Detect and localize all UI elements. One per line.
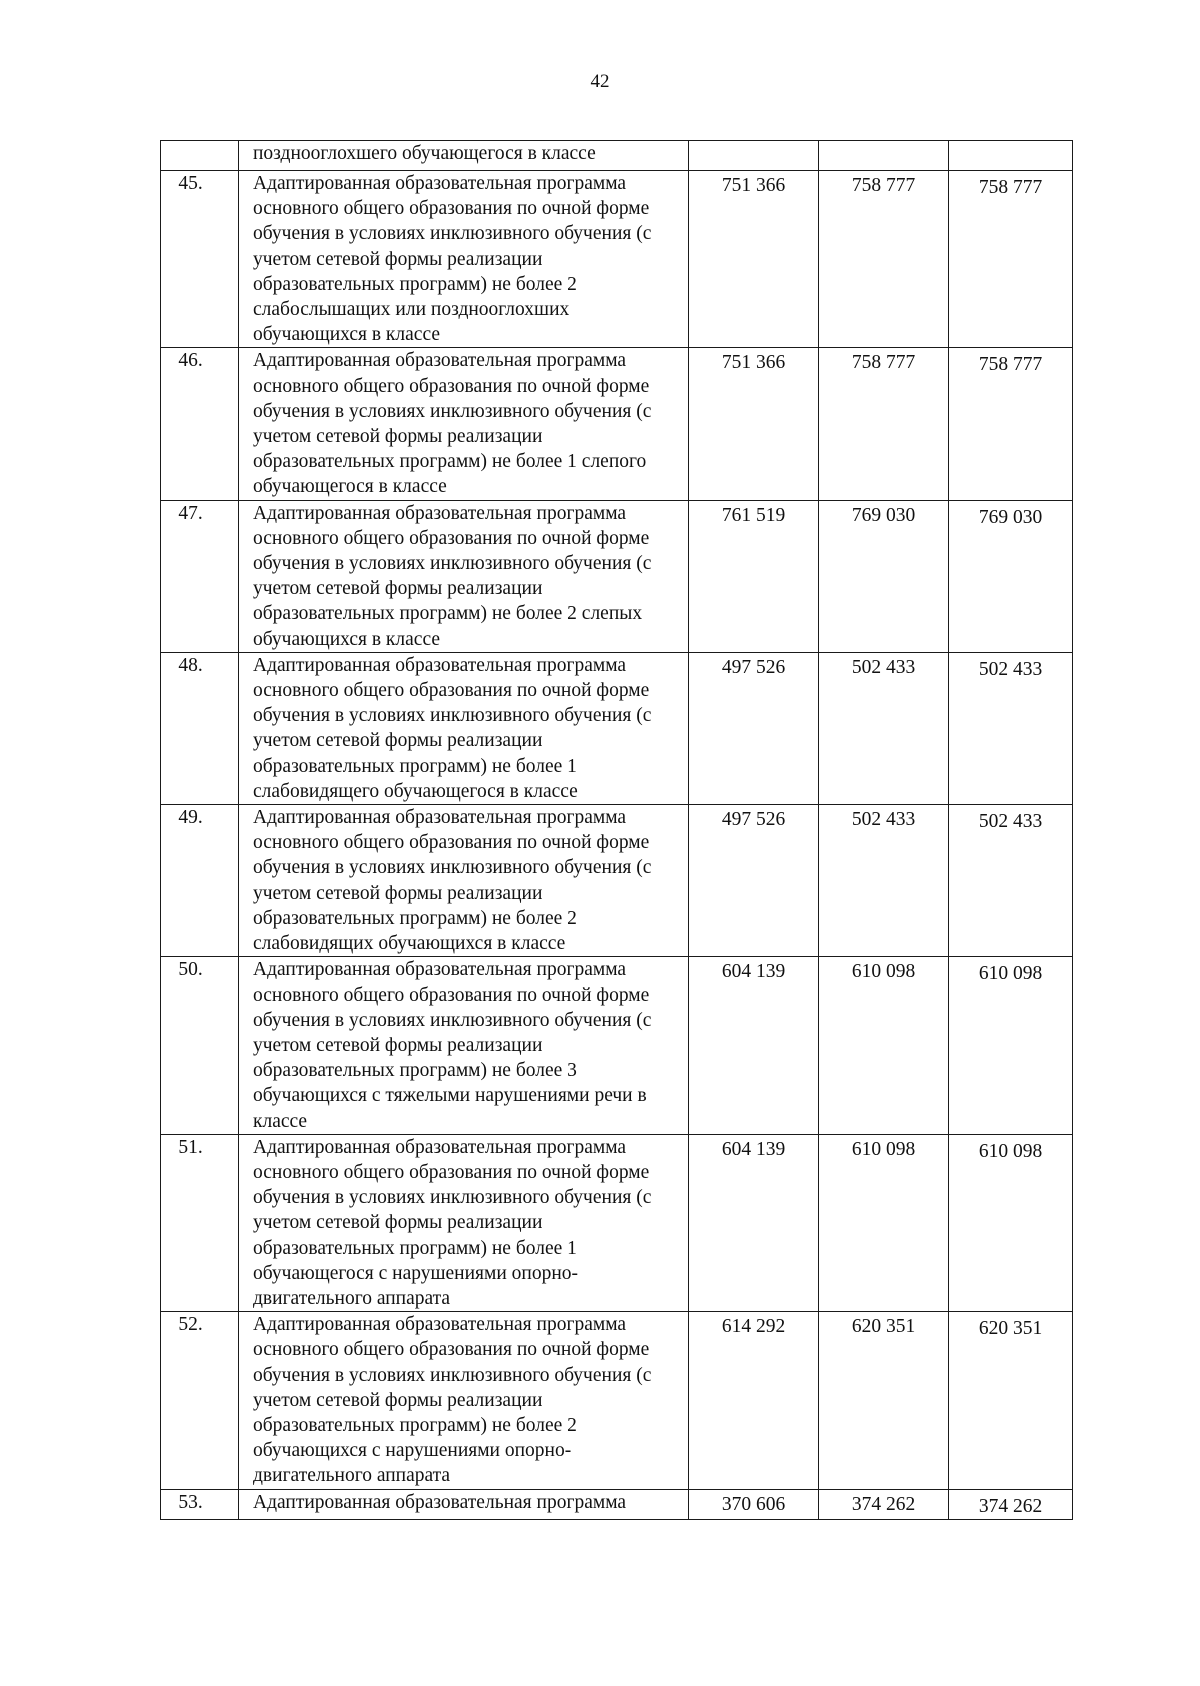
table-row [161, 171, 1073, 348]
program-description: Адаптированная образовательная программа основного общего образования по очной форме обучения в условиях инклюзивного обучения (с учетом сетевой формы реализации образовательных программ) не более 2 слабослышащих или позднооглохших обучающихся в классе [239, 171, 689, 348]
value-column-1: 751 366 [689, 171, 819, 348]
value-column-1: 370 606 [689, 1489, 819, 1519]
page-number: 42 [590, 71, 610, 92]
value-column-1: 751 366 [689, 348, 819, 500]
table-row [161, 1489, 1073, 1519]
value-column-1: 614 292 [689, 1312, 819, 1489]
value-column-2: 610 098 [819, 1134, 949, 1311]
value-column-2: 610 098 [819, 957, 949, 1134]
value-column-2: 502 433 [819, 652, 949, 804]
program-description: позднооглохшего обучающегося в классе [239, 141, 689, 171]
program-description: Адаптированная образовательная программа основного общего образования по очной форме обучения в условиях инклюзивного обучения (с учетом сетевой формы реализации образовательных программ) не более 2 слабовидящих обучающихся в классе [239, 805, 689, 957]
table-row [161, 348, 1073, 500]
value-column-2: 758 777 [819, 171, 949, 348]
table-row [161, 500, 1073, 652]
program-description: Адаптированная образовательная программа основного общего образования по очной форме обучения в условиях инклюзивного обучения (с учетом сетевой формы реализации образовательных программ) не более 2 обучающихся с нарушениями опорно-двигательного аппарата [239, 1312, 689, 1489]
row-number: 49. [161, 805, 239, 957]
table-row [161, 805, 1073, 957]
value-column-3: 502 433 [949, 652, 1073, 804]
value-column-3: 758 777 [949, 171, 1073, 348]
value-column-2: 769 030 [819, 500, 949, 652]
value-column-3: 620 351 [949, 1312, 1073, 1489]
value-column-3: 502 433 [949, 805, 1073, 957]
value-column-2: 374 262 [819, 1489, 949, 1519]
row-number: 47. [161, 500, 239, 652]
value-column-2: 502 433 [819, 805, 949, 957]
table-row [161, 652, 1073, 804]
value-column-3 [949, 141, 1073, 171]
value-column-2: 758 777 [819, 348, 949, 500]
row-number: 46. [161, 348, 239, 500]
value-column-1 [689, 141, 819, 171]
table-row [161, 141, 1073, 171]
program-description: Адаптированная образовательная программа основного общего образования по очной форме обучения в условиях инклюзивного обучения (с учетом сетевой формы реализации образовательных программ) не более 2 слепых обучающихся в классе [239, 500, 689, 652]
value-column-2: 620 351 [819, 1312, 949, 1489]
table-row [161, 1134, 1073, 1311]
value-column-1: 604 139 [689, 1134, 819, 1311]
tariff-table [160, 140, 1073, 1520]
value-column-3: 769 030 [949, 500, 1073, 652]
program-description: Адаптированная образовательная программа [239, 1489, 689, 1519]
program-description: Адаптированная образовательная программа основного общего образования по очной форме обучения в условиях инклюзивного обучения (с учетом сетевой формы реализации образовательных программ) не более 1 слабовидящего обучающегося в классе [239, 652, 689, 804]
value-column-1: 604 139 [689, 957, 819, 1134]
value-column-3: 610 098 [949, 957, 1073, 1134]
value-column-1: 497 526 [689, 652, 819, 804]
program-description: Адаптированная образовательная программа основного общего образования по очной форме обучения в условиях инклюзивного обучения (с учетом сетевой формы реализации образовательных программ) не более 3 обучающихся с тяжелыми нарушениями речи в классе [239, 957, 689, 1134]
value-column-3: 758 777 [949, 348, 1073, 500]
table-row [161, 957, 1073, 1134]
value-column-3: 374 262 [949, 1489, 1073, 1519]
row-number: 51. [161, 1134, 239, 1311]
row-number: 48. [161, 652, 239, 804]
value-column-3: 610 098 [949, 1134, 1073, 1311]
value-column-1: 761 519 [689, 500, 819, 652]
row-number: 53. [161, 1489, 239, 1519]
program-description: Адаптированная образовательная программа основного общего образования по очной форме обучения в условиях инклюзивного обучения (с учетом сетевой формы реализации образовательных программ) не более 1 слепого обучающегося в классе [239, 348, 689, 500]
row-number: 50. [161, 957, 239, 1134]
table-row [161, 1312, 1073, 1489]
program-description: Адаптированная образовательная программа основного общего образования по очной форме обучения в условиях инклюзивного обучения (с учетом сетевой формы реализации образовательных программ) не более 1 обучающегося с нарушениями опорно-двигательного аппарата [239, 1134, 689, 1311]
row-number: 45. [161, 171, 239, 348]
row-number: 52. [161, 1312, 239, 1489]
value-column-2 [819, 141, 949, 171]
value-column-1: 497 526 [689, 805, 819, 957]
row-number [161, 141, 239, 171]
